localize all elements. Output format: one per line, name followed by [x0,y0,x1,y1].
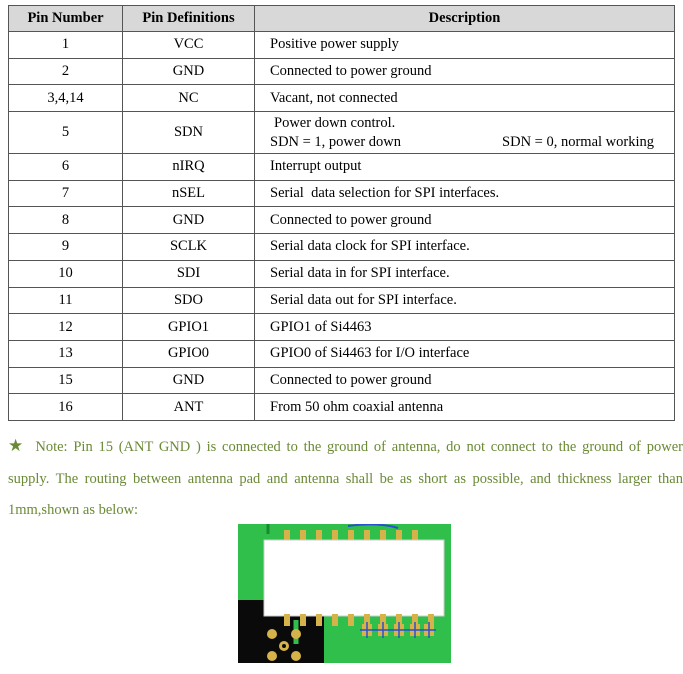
cell-pin: 2 [9,58,123,85]
cell-def: GND [123,207,255,234]
table-row [9,207,675,234]
table-row [9,367,675,394]
cell-def: VCC [123,32,255,59]
sdn-power-down: SDN = 1, power down [270,133,402,150]
cell-pin: 11 [9,287,123,314]
header-pin-number: Pin Number [9,6,123,32]
table-row [9,394,675,421]
table-row [9,340,675,367]
cell-desc: Serial data clock for SPI interface. [255,234,675,261]
cell-desc [255,112,675,154]
cell-desc: Serial data selection for SPI interfaces. [255,180,675,207]
table-row [9,85,675,112]
cell-pin: 1 [9,32,123,59]
pin-table [8,5,675,421]
cell-pin: 3,4,14 [9,85,123,112]
table-row [9,260,675,287]
cell-def: ANT [123,394,255,421]
sdn-desc-line1: Power down control. [274,114,396,131]
table-row [9,32,675,59]
cell-desc: Positive power supply [255,32,675,59]
header-description: Description [255,6,675,32]
cell-desc: Connected to power ground [255,58,675,85]
cell-desc: Serial data out for SPI interface. [255,287,675,314]
cell-def: GPIO1 [123,314,255,341]
cell-desc: Interrupt output [255,154,675,181]
cell-def: GPIO0 [123,340,255,367]
sdn-desc-line2 [270,133,674,152]
cell-desc: From 50 ohm coaxial antenna [255,394,675,421]
pcb-module-image [238,524,451,666]
header-pin-definitions: Pin Definitions [123,6,255,32]
cell-desc: Serial data in for SPI interface. [255,260,675,287]
cell-def: SDI [123,260,255,287]
cell-def: nSEL [123,180,255,207]
cell-desc: Connected to power ground [255,367,675,394]
cell-pin: 12 [9,314,123,341]
cell-desc: Vacant, not connected [255,85,675,112]
cell-def: GND [123,367,255,394]
cell-def: SDO [123,287,255,314]
cell-pin: 13 [9,340,123,367]
table-row [9,287,675,314]
cell-def: NC [123,85,255,112]
table-row [9,154,675,181]
cell-desc: GPIO1 of Si4463 [255,314,675,341]
cell-def: SCLK [123,234,255,261]
cell-def: GND [123,58,255,85]
cell-pin: 7 [9,180,123,207]
cell-def: SDN [123,112,255,154]
cell-pin: 10 [9,260,123,287]
table-row [9,112,675,154]
cell-pin: 16 [9,394,123,421]
cell-pin: 9 [9,234,123,261]
cell-pin: 15 [9,367,123,394]
note-text: Note: Pin 15 (ANT GND ) is connected to the ground of antenna, do not connect to the ground of power supply. The routing between antenna pad and antenna shall be as short as possible, and thickness larger than 1mm,shown as below: [8,439,683,518]
table-row [9,234,675,261]
table-row [9,314,675,341]
star-icon: ★ [8,436,26,455]
table-row [9,180,675,207]
cell-desc: Connected to power ground [255,207,675,234]
cell-pin: 5 [9,112,123,154]
cell-pin: 6 [9,154,123,181]
sdn-normal-working: SDN = 0, normal working [502,133,654,150]
cell-desc: GPIO0 of Si4463 for I/O interface [255,340,675,367]
cell-pin: 8 [9,207,123,234]
antenna-note [8,430,683,527]
cell-def: nIRQ [123,154,255,181]
table-row [9,58,675,85]
table-header-row [9,6,675,32]
